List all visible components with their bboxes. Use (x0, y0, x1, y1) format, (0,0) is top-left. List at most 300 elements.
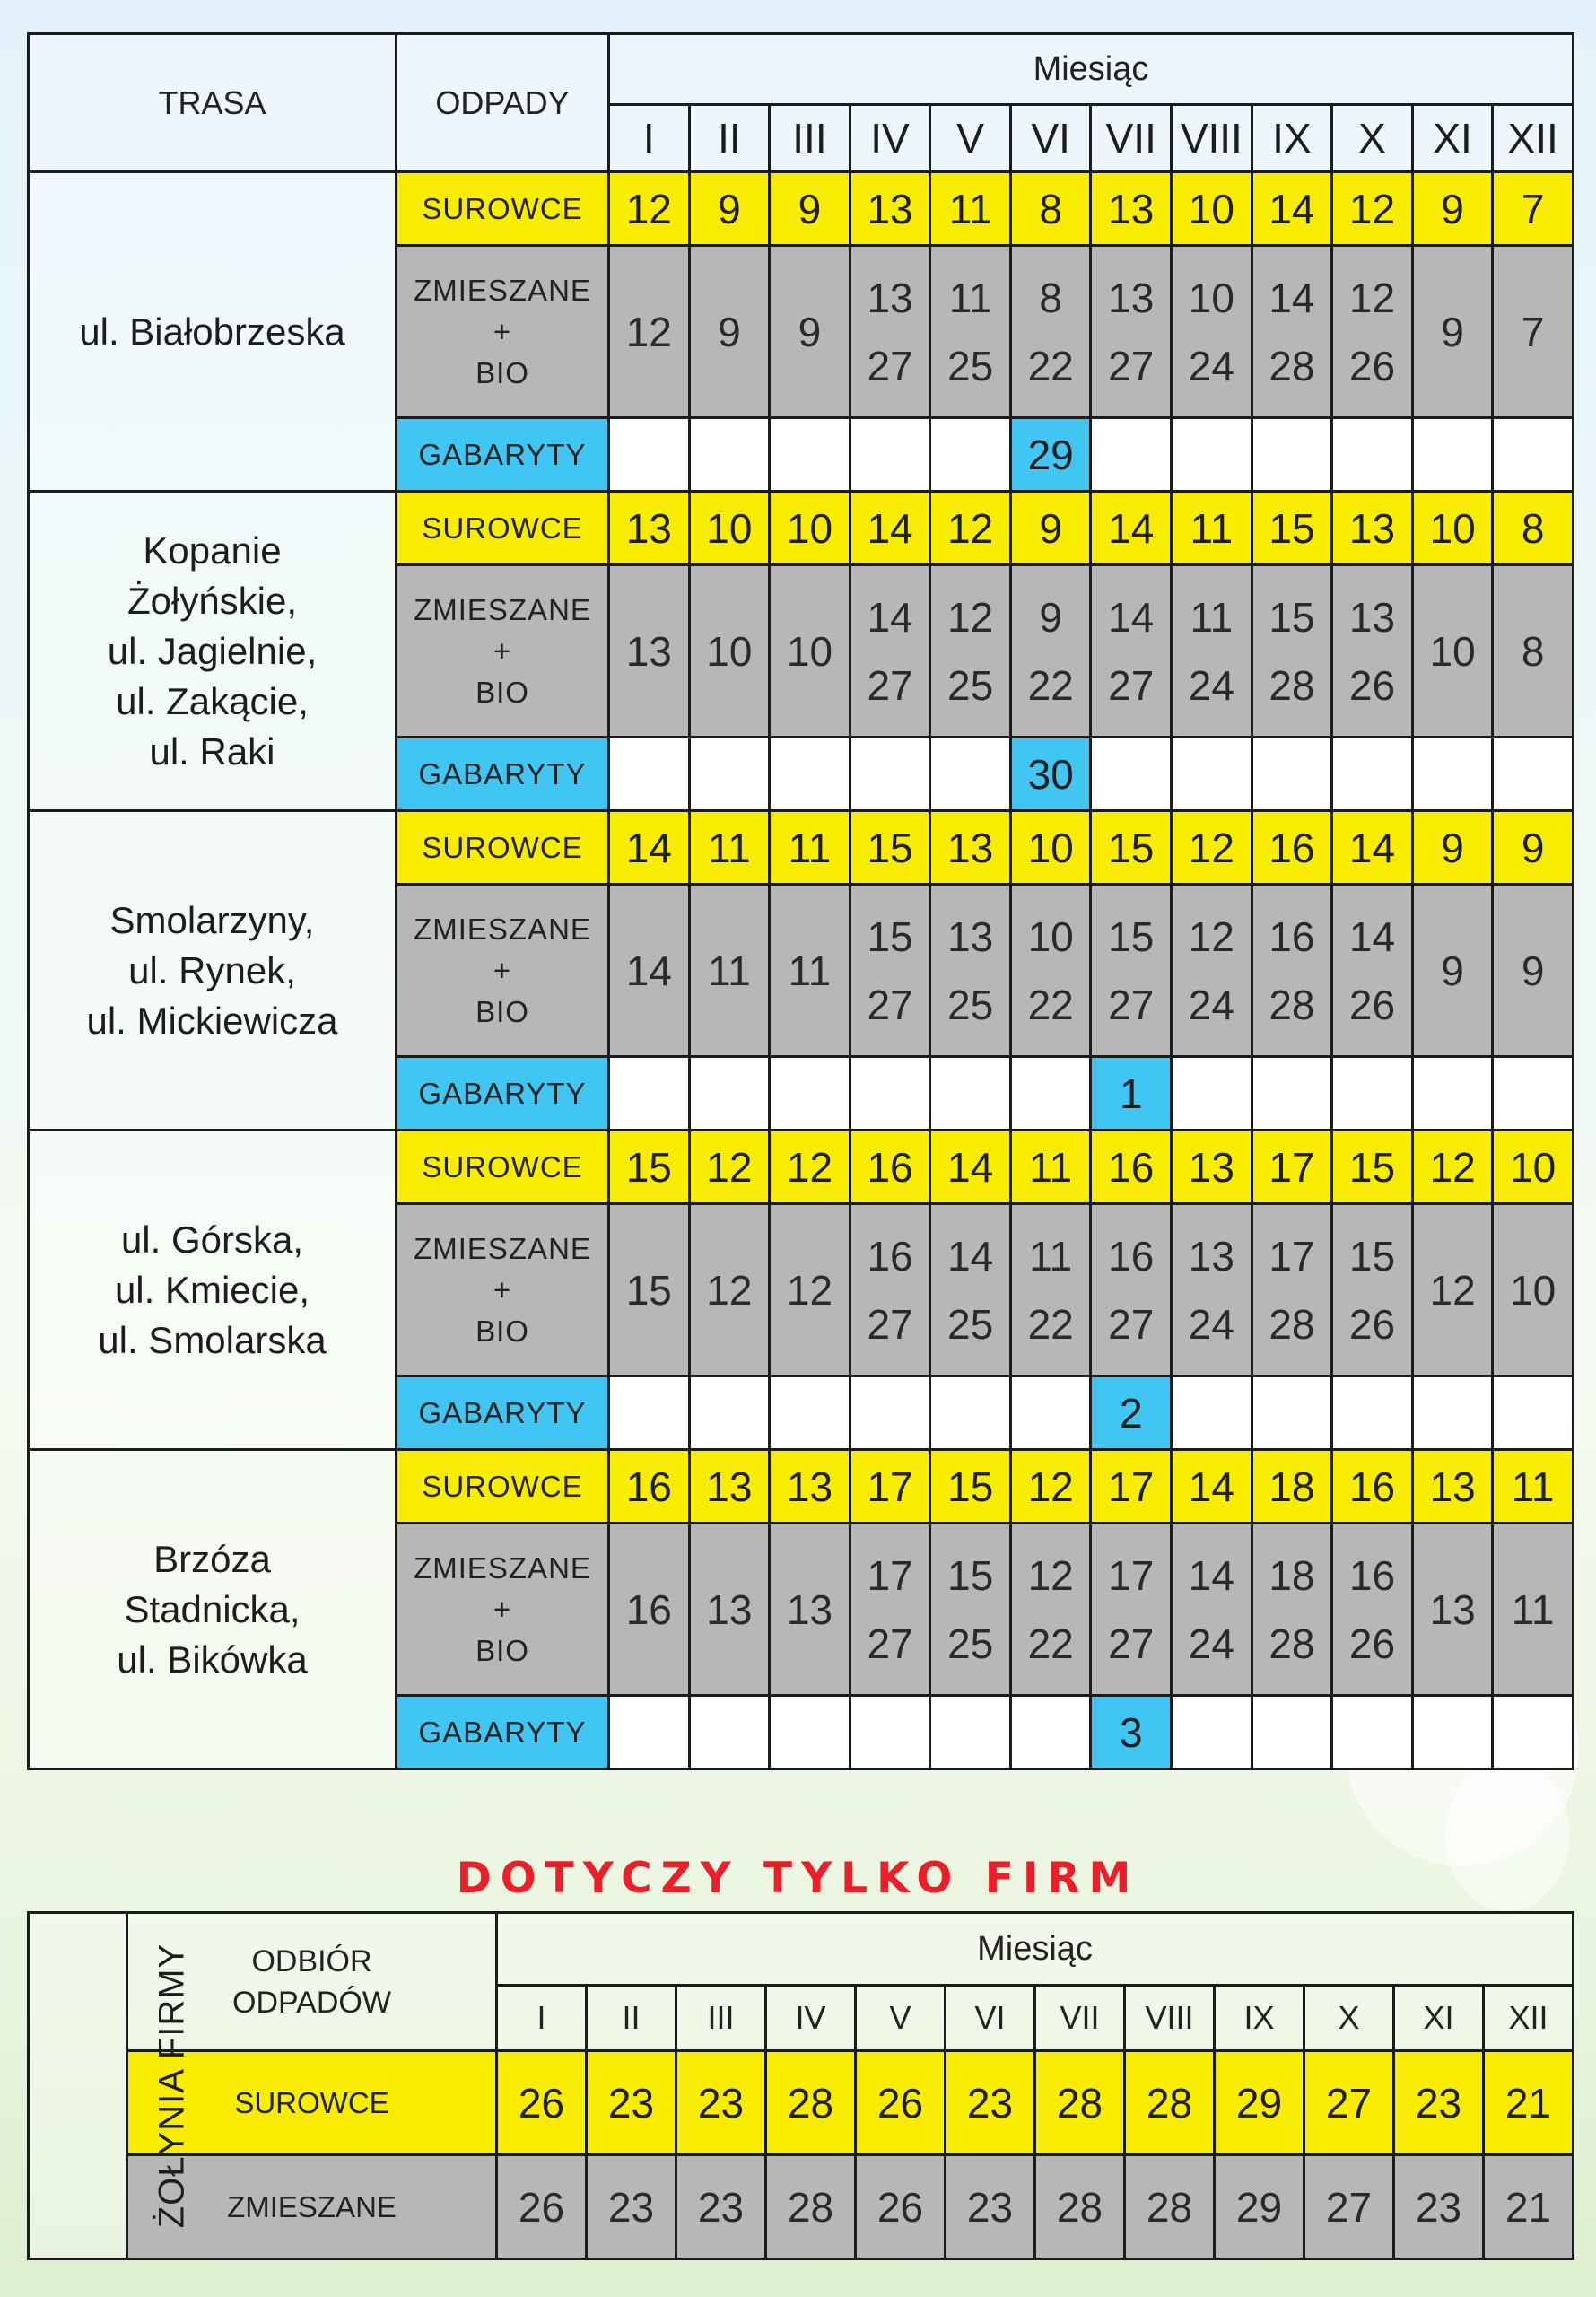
gabaryty-empty-cell (930, 418, 1011, 492)
firms-side-label-cell (29, 1913, 192, 2259)
surowce-date: 9 (1412, 811, 1493, 885)
surowce-date: 15 (1332, 1131, 1413, 1204)
firms-zmieszane-date: 26 (856, 2155, 946, 2259)
surowce-date: 14 (850, 492, 930, 565)
gabaryty-empty-cell (770, 738, 850, 811)
zmieszane-date-cell (850, 246, 930, 418)
firms-type-zmieszane: ZMIESZANE (127, 2155, 497, 2259)
route-name-line: ul. Mickiewicza (86, 999, 338, 1042)
firms-surowce-date: 23 (946, 2051, 1035, 2155)
zmieszane-date-cell (1252, 246, 1332, 418)
surowce-date: 16 (1091, 1131, 1172, 1204)
zmieszane-date: 17 (1269, 1232, 1315, 1280)
gabaryty-empty-cell (930, 1376, 1011, 1450)
waste-type-line: ZMIESZANE (414, 1231, 591, 1265)
zmieszane-date: 11 (1511, 1585, 1555, 1633)
zmieszane-date: 10 (1429, 627, 1476, 675)
waste-type-line: + (493, 1592, 512, 1626)
gabaryty-empty-cell (1252, 1057, 1332, 1131)
gabaryty-empty-cell (850, 1057, 930, 1131)
waste-type-gabaryty: GABARYTY (397, 418, 609, 492)
zmieszane-date: 27 (1108, 1620, 1155, 1667)
firms-month-header: X (1304, 1986, 1394, 2051)
gabaryty-empty-cell (1172, 1696, 1252, 1769)
zmieszane-date: 13 (706, 1585, 753, 1633)
waste-type-surowce: SUROWCE (397, 1131, 609, 1204)
waste-type-line: + (493, 953, 512, 987)
zmieszane-date-cell (1332, 885, 1413, 1057)
firms-surowce-date: 21 (1484, 2051, 1574, 2155)
firms-zmieszane-date: 23 (587, 2155, 676, 2259)
zmieszane-date-cell (930, 246, 1011, 418)
zmieszane-date-cell (1412, 1524, 1493, 1696)
surowce-date: 14 (1172, 1450, 1252, 1524)
waste-type-zmieszane-bio (397, 565, 609, 738)
zmieszane-date-cell (1252, 565, 1332, 738)
route-name-cell (29, 1131, 397, 1450)
zmieszane-date-cell (1091, 1204, 1172, 1376)
gabaryty-empty-cell (609, 1057, 690, 1131)
gabaryty-empty-cell (930, 1696, 1011, 1769)
zmieszane-date-cell (1010, 885, 1091, 1057)
zmieszane-date: 26 (1348, 981, 1396, 1028)
firms-month-header: VII (1035, 1986, 1125, 2051)
gabaryty-empty-cell (1252, 1376, 1332, 1450)
zmieszane-date: 12 (1188, 913, 1234, 960)
zmieszane-date-cell (1091, 885, 1172, 1057)
surowce-date: 11 (770, 811, 850, 885)
surowce-date: 13 (1172, 1131, 1252, 1204)
firms-surowce-date: 29 (1215, 2051, 1304, 2155)
zmieszane-date: 15 (1108, 913, 1155, 960)
zmieszane-date: 24 (1188, 342, 1234, 389)
zmieszane-date: 22 (1027, 1620, 1074, 1667)
zmieszane-date-cell (1172, 885, 1252, 1057)
waste-type-surowce: SUROWCE (397, 811, 609, 885)
gabaryty-empty-cell (1412, 738, 1493, 811)
gabaryty-empty-cell (609, 738, 690, 811)
surowce-date: 12 (1412, 1131, 1493, 1204)
zmieszane-date: 11 (948, 274, 992, 321)
surowce-date: 7 (1493, 172, 1574, 246)
route-name-line: ul. Białobrzeska (79, 310, 345, 353)
gabaryty-empty-cell (1332, 1696, 1413, 1769)
surowce-date: 15 (850, 811, 930, 885)
zmieszane-date: 27 (1108, 981, 1155, 1028)
gabaryty-empty-cell (850, 1696, 930, 1769)
collection-schedule-table (27, 32, 1574, 1770)
gabaryty-empty-cell (770, 1376, 850, 1450)
zmieszane-date-cell (609, 565, 690, 738)
zmieszane-date-cell (770, 1204, 850, 1376)
zmieszane-date-cell (850, 1204, 930, 1376)
zmieszane-date: 12 (625, 308, 672, 355)
zmieszane-date: 10 (706, 627, 753, 675)
zmieszane-date: 26 (1348, 1300, 1396, 1348)
waste-type-line: ZMIESZANE (414, 273, 591, 307)
zmieszane-date: 8 (1521, 627, 1545, 675)
zmieszane-date: 13 (1429, 1585, 1476, 1633)
zmieszane-date: 12 (947, 593, 994, 641)
zmieszane-date: 9 (718, 308, 741, 355)
zmieszane-date-cell (1493, 1204, 1574, 1376)
gabaryty-empty-cell (1252, 1696, 1332, 1769)
gabaryty-empty-cell (689, 1376, 770, 1450)
firms-surowce-date: 23 (676, 2051, 766, 2155)
zmieszane-date-cell (850, 885, 930, 1057)
month-header: II (689, 105, 770, 172)
waste-type-gabaryty: GABARYTY (397, 1696, 609, 1769)
firms-zmieszane-date: 29 (1215, 2155, 1304, 2259)
zmieszane-date: 18 (1269, 1551, 1315, 1599)
surowce-date: 14 (609, 811, 690, 885)
surowce-date: 11 (1172, 492, 1252, 565)
zmieszane-date: 9 (1441, 308, 1464, 355)
zmieszane-date: 15 (867, 913, 913, 960)
waste-type-line: ZMIESZANE (414, 912, 591, 946)
month-header: IV (850, 105, 930, 172)
zmieszane-date-cell (1172, 1204, 1252, 1376)
firms-month-header: IX (1215, 1986, 1304, 2051)
zmieszane-date-cell (1091, 246, 1172, 418)
zmieszane-date-cell (689, 1204, 770, 1376)
zmieszane-date: 22 (1027, 661, 1074, 709)
surowce-date: 15 (1091, 811, 1172, 885)
zmieszane-date-cell (1010, 1524, 1091, 1696)
surowce-date: 15 (609, 1131, 690, 1204)
firms-month-header: I (497, 1986, 587, 2051)
zmieszane-date: 7 (1521, 308, 1545, 355)
gabaryty-empty-cell (1412, 1057, 1493, 1131)
surowce-date: 16 (850, 1131, 930, 1204)
zmieszane-date: 27 (867, 342, 913, 389)
surowce-date: 12 (689, 1131, 770, 1204)
surowce-date: 10 (1412, 492, 1493, 565)
month-header: III (770, 105, 850, 172)
waste-type-line: BIO (475, 994, 529, 1028)
zmieszane-date: 10 (1027, 913, 1074, 960)
zmieszane-date: 13 (1108, 274, 1155, 321)
surowce-date: 13 (609, 492, 690, 565)
zmieszane-date-cell (689, 565, 770, 738)
month-header: VI (1010, 105, 1091, 172)
surowce-date: 12 (1010, 1450, 1091, 1524)
zmieszane-date: 9 (1039, 593, 1062, 641)
firms-surowce-date: 27 (1304, 2051, 1394, 2155)
zmieszane-date-cell (770, 246, 850, 418)
gabaryty-empty-cell (1493, 1376, 1574, 1450)
gabaryty-empty-cell (689, 1696, 770, 1769)
surowce-date: 11 (689, 811, 770, 885)
surowce-date: 10 (689, 492, 770, 565)
zmieszane-date: 13 (625, 627, 672, 675)
zmieszane-date: 15 (1348, 1232, 1396, 1280)
zmieszane-date: 28 (1269, 1620, 1315, 1667)
surowce-date: 14 (930, 1131, 1011, 1204)
surowce-date: 10 (1493, 1131, 1574, 1204)
waste-type-surowce: SUROWCE (397, 1450, 609, 1524)
gabaryty-empty-cell (609, 1696, 690, 1769)
gabaryty-empty-cell (1172, 418, 1252, 492)
route-name-cell (29, 492, 397, 811)
firms-section-title: DOTYCZY TYLKO FIRM (456, 1854, 1140, 1903)
zmieszane-date: 28 (1269, 981, 1315, 1028)
firms-zmieszane-date: 23 (676, 2155, 766, 2259)
zmieszane-date-cell (1091, 1524, 1172, 1696)
month-header: X (1332, 105, 1413, 172)
route-name-line: ul. Kmiecie, (114, 1268, 310, 1311)
zmieszane-date: 27 (867, 1620, 913, 1667)
surowce-date: 15 (930, 1450, 1011, 1524)
zmieszane-date: 14 (625, 947, 672, 994)
waste-type-line: BIO (475, 1314, 529, 1348)
zmieszane-date-cell (1091, 565, 1172, 738)
firms-month-header: III (676, 1986, 766, 2051)
gabaryty-empty-cell (689, 1057, 770, 1131)
gabaryty-empty-cell (930, 738, 1011, 811)
surowce-date: 9 (1412, 172, 1493, 246)
gabaryty-empty-cell (1172, 738, 1252, 811)
zmieszane-date-cell (770, 565, 850, 738)
zmieszane-date-cell (1412, 1204, 1493, 1376)
gabaryty-date: 2 (1091, 1376, 1172, 1450)
zmieszane-date: 22 (1027, 981, 1074, 1028)
waste-type-line: + (493, 633, 512, 668)
gabaryty-empty-cell (689, 738, 770, 811)
firms-zmieszane-date: 27 (1304, 2155, 1394, 2259)
zmieszane-date: 27 (1108, 661, 1155, 709)
zmieszane-date: 28 (1269, 1300, 1315, 1348)
gabaryty-date: 3 (1091, 1696, 1172, 1769)
zmieszane-date: 14 (1188, 1551, 1234, 1599)
zmieszane-date: 16 (1108, 1232, 1155, 1280)
firms-month-header: II (587, 1986, 676, 2051)
zmieszane-date: 12 (1429, 1266, 1476, 1314)
surowce-date: 11 (930, 172, 1011, 246)
zmieszane-date-cell (609, 246, 690, 418)
waste-type-zmieszane-bio (397, 885, 609, 1057)
surowce-date: 13 (1412, 1450, 1493, 1524)
gabaryty-date: 30 (1010, 738, 1091, 811)
zmieszane-date: 25 (947, 1300, 994, 1348)
route-name-cell (29, 811, 397, 1131)
surowce-date: 12 (930, 492, 1011, 565)
zmieszane-date: 17 (867, 1551, 913, 1599)
route-name-line: Stadnicka, (124, 1587, 301, 1630)
zmieszane-date-cell (1172, 565, 1252, 738)
route-name-line: ul. Raki (149, 729, 275, 773)
zmieszane-date: 14 (1108, 593, 1155, 641)
zmieszane-date: 11 (788, 947, 832, 994)
waste-type-gabaryty: GABARYTY (397, 1057, 609, 1131)
surowce-date: 13 (930, 811, 1011, 885)
gabaryty-empty-cell (1332, 1376, 1413, 1450)
firms-zmieszane-date: 26 (497, 2155, 587, 2259)
zmieszane-date: 13 (947, 913, 994, 960)
zmieszane-date: 26 (1348, 342, 1396, 389)
gabaryty-empty-cell (930, 1057, 1011, 1131)
firms-month-header: IV (766, 1986, 856, 2051)
surowce-date: 8 (1010, 172, 1091, 246)
gabaryty-empty-cell (850, 1376, 930, 1450)
gabaryty-empty-cell (1493, 1696, 1574, 1769)
route-name-line: ul. Bikówka (117, 1638, 308, 1681)
zmieszane-date: 13 (867, 274, 913, 321)
route-name-line: Smolarzyny, (109, 898, 315, 941)
waste-type-zmieszane-bio (397, 1524, 609, 1696)
gabaryty-empty-cell (1412, 418, 1493, 492)
route-name-line: ul. Smolarska (98, 1318, 327, 1361)
firms-type-surowce: SUROWCE (127, 2051, 497, 2155)
surowce-date: 10 (1010, 811, 1091, 885)
zmieszane-date-cell (1332, 246, 1413, 418)
zmieszane-date-cell (1493, 1524, 1574, 1696)
surowce-date: 13 (850, 172, 930, 246)
zmieszane-date-cell (1493, 246, 1574, 418)
zmieszane-date-cell (930, 565, 1011, 738)
month-header: V (930, 105, 1011, 172)
zmieszane-date: 14 (1348, 913, 1396, 960)
firms-zmieszane-date: 23 (946, 2155, 1035, 2259)
surowce-date: 15 (1252, 492, 1332, 565)
zmieszane-date: 9 (1521, 947, 1545, 994)
zmieszane-date: 24 (1188, 981, 1234, 1028)
gabaryty-empty-cell (1493, 738, 1574, 811)
zmieszane-date: 15 (625, 1266, 672, 1314)
zmieszane-date: 25 (947, 981, 994, 1028)
gabaryty-empty-cell (1493, 418, 1574, 492)
zmieszane-date: 24 (1188, 661, 1234, 709)
zmieszane-date-cell (930, 885, 1011, 1057)
firms-month-header: XI (1394, 1986, 1484, 2051)
firms-surowce-date: 26 (856, 2051, 946, 2155)
month-header: IX (1252, 105, 1332, 172)
zmieszane-date-cell (1252, 1524, 1332, 1696)
firms-month-header: VIII (1125, 1986, 1215, 2051)
gabaryty-empty-cell (770, 418, 850, 492)
gabaryty-empty-cell (1412, 1376, 1493, 1450)
zmieszane-date: 27 (1108, 1300, 1155, 1348)
zmieszane-date: 27 (867, 981, 913, 1028)
surowce-date: 11 (1010, 1131, 1091, 1204)
firms-surowce-date: 23 (587, 2051, 676, 2155)
zmieszane-date: 28 (1269, 661, 1315, 709)
surowce-date: 9 (770, 172, 850, 246)
gabaryty-empty-cell (1252, 738, 1332, 811)
firms-zmieszane-date: 21 (1484, 2155, 1574, 2259)
gabaryty-empty-cell (850, 418, 930, 492)
zmieszane-date: 12 (706, 1266, 753, 1314)
zmieszane-date-cell (1332, 1204, 1413, 1376)
gabaryty-empty-cell (1010, 1376, 1091, 1450)
firms-month-header: XII (1484, 1986, 1574, 2051)
gabaryty-empty-cell (1010, 1696, 1091, 1769)
zmieszane-date: 14 (947, 1232, 994, 1280)
surowce-date: 12 (770, 1131, 850, 1204)
zmieszane-date: 22 (1027, 1300, 1074, 1348)
zmieszane-date: 17 (1108, 1551, 1155, 1599)
surowce-date: 17 (850, 1450, 930, 1524)
surowce-date: 13 (689, 1450, 770, 1524)
waste-type-line: + (493, 314, 512, 348)
surowce-date: 14 (1332, 811, 1413, 885)
route-name-line: ul. Rynek, (128, 948, 296, 991)
gabaryty-date: 29 (1010, 418, 1091, 492)
zmieszane-date: 22 (1027, 342, 1074, 389)
zmieszane-date-cell (1010, 246, 1091, 418)
zmieszane-date: 27 (867, 661, 913, 709)
surowce-date: 14 (1091, 492, 1172, 565)
gabaryty-empty-cell (1252, 418, 1332, 492)
zmieszane-date: 11 (1190, 593, 1234, 641)
zmieszane-date: 24 (1188, 1300, 1234, 1348)
zmieszane-date: 12 (1348, 274, 1396, 321)
firms-surowce-date: 23 (1394, 2051, 1484, 2155)
zmieszane-date-cell (1493, 565, 1574, 738)
surowce-date: 17 (1091, 1450, 1172, 1524)
zmieszane-date-cell (1252, 1204, 1332, 1376)
zmieszane-date: 26 (1348, 1620, 1396, 1667)
zmieszane-date-cell (1412, 565, 1493, 738)
gabaryty-empty-cell (1332, 738, 1413, 811)
gabaryty-empty-cell (609, 1376, 690, 1450)
zmieszane-date-cell (770, 885, 850, 1057)
zmieszane-date-cell (689, 246, 770, 418)
firms-surowce-date: 28 (766, 2051, 856, 2155)
zmieszane-date: 16 (625, 1585, 672, 1633)
zmieszane-date: 16 (1348, 1551, 1396, 1599)
zmieszane-date: 14 (867, 593, 913, 641)
gabaryty-empty-cell (1091, 418, 1172, 492)
zmieszane-date: 12 (1027, 1551, 1074, 1599)
month-header: I (609, 105, 690, 172)
zmieszane-date-cell (1252, 885, 1332, 1057)
waste-type-surowce: SUROWCE (397, 172, 609, 246)
waste-type-line: BIO (475, 675, 529, 709)
gabaryty-empty-cell (1412, 1696, 1493, 1769)
waste-type-line: BIO (475, 355, 529, 389)
gabaryty-empty-cell (770, 1057, 850, 1131)
gabaryty-empty-cell (689, 418, 770, 492)
firms-side-label: ŻOŁYNIA FIRMY (152, 1943, 192, 2229)
surowce-date: 16 (609, 1450, 690, 1524)
route-name-line: ul. Górska, (120, 1218, 304, 1261)
route-name-line: Żołyńskie, (126, 579, 298, 622)
firms-month-header: VI (946, 1986, 1035, 2051)
zmieszane-date-cell (770, 1524, 850, 1696)
gabaryty-empty-cell (1091, 738, 1172, 811)
zmieszane-date: 12 (786, 1266, 833, 1314)
surowce-date: 13 (770, 1450, 850, 1524)
firms-surowce-date: 28 (1035, 2051, 1125, 2155)
zmieszane-date: 15 (1269, 593, 1315, 641)
zmieszane-date-cell (689, 885, 770, 1057)
zmieszane-date-cell (1010, 1204, 1091, 1376)
gabaryty-empty-cell (770, 1696, 850, 1769)
firms-header-collection-line: ODPADÓW (232, 1985, 391, 2020)
waste-type-surowce: SUROWCE (397, 492, 609, 565)
zmieszane-date: 14 (1269, 274, 1315, 321)
zmieszane-date-cell (1172, 246, 1252, 418)
surowce-date: 13 (1091, 172, 1172, 246)
zmieszane-date: 9 (798, 308, 822, 355)
firms-surowce-date: 28 (1125, 2051, 1215, 2155)
zmieszane-date: 13 (1188, 1232, 1234, 1280)
surowce-date: 12 (1332, 172, 1413, 246)
firms-month-header: V (856, 1986, 946, 2051)
zmieszane-date: 27 (867, 1300, 913, 1348)
gabaryty-empty-cell (1010, 1057, 1091, 1131)
